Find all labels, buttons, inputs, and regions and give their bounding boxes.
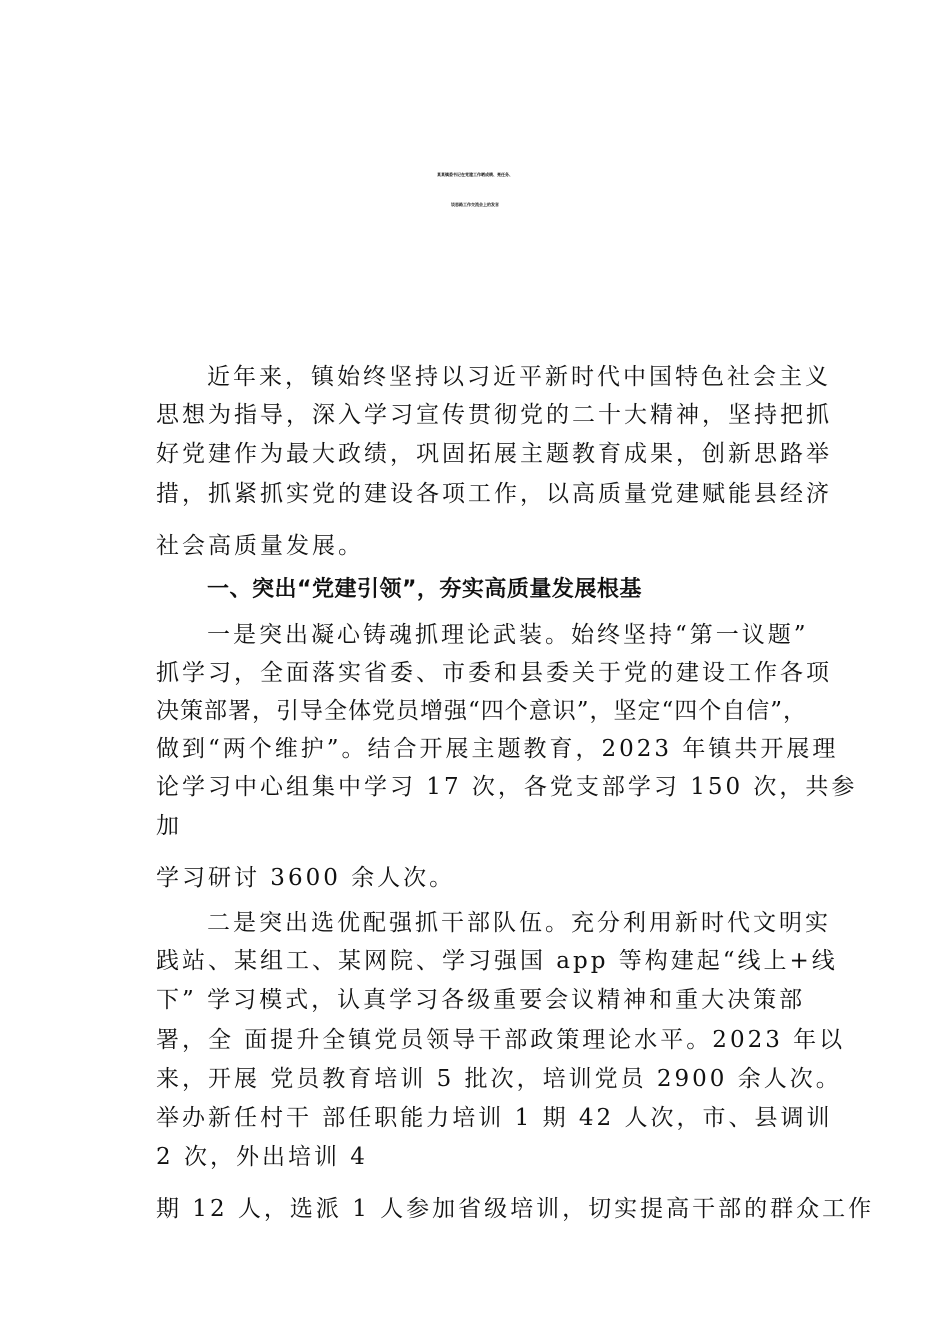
body-line: 好党建作为最大政绩，巩固拓展主题教育成果，创新思路举 xyxy=(156,441,832,467)
body-line: 社会高质量发展。 xyxy=(156,533,364,559)
body-line: 做到“两个维护”。结合开展主题教育，2023 年镇共开展理 xyxy=(156,736,839,762)
body-line: 一是突出凝心铸魂抓理论武装。始终坚持“第一议题” xyxy=(207,622,809,648)
body-line: 来，开展 党员教育培训 5 批次，培训党员 2900 余人次。 xyxy=(156,1066,842,1092)
body-line: 思想为指导，深入学习宣传贯彻党的二十大精神，坚持把抓 xyxy=(156,402,832,428)
body-line: 学习研讨 3600 余人次。 xyxy=(156,865,456,891)
body-line: 决策部署，引导全体党员增强“四个意识”，坚定“四个自信”， xyxy=(156,698,808,724)
body-line: 下” 学习模式，认真学习各级重要会议精神和重大决策部 xyxy=(156,987,806,1013)
section-heading: 一、突出“党建引领”，夯实高质量发展根基 xyxy=(207,577,642,602)
body-line: 2 次，外出培训 4 xyxy=(156,1144,368,1170)
body-line: 论学习中心组集中学习 17 次，各党支部学习 150 次，共参 xyxy=(156,774,858,800)
body-line: 署，全 面提升全镇党员领导干部政策理论水平。2023 年以 xyxy=(156,1027,846,1053)
body-line: 举办新任村干 部任职能力培训 1 期 42 人次，市、县调训 xyxy=(156,1105,833,1131)
document-title xyxy=(0,160,950,220)
body-line: 践站、某组工、某网院、学习强国 app 等构建起“线上+线 xyxy=(156,948,838,974)
body-line: 抓学习，全面落实省委、市委和县委关于党的建设工作各项 xyxy=(156,660,832,686)
title-line-2: 谈思路工作交流会上的发言 xyxy=(451,202,499,207)
body-line: 近年来，镇始终坚持以习近平新时代中国特色社会主义 xyxy=(207,364,831,390)
body-line: 措，抓紧抓实党的建设各项工作，以高质量党建赋能县经济 xyxy=(156,481,832,507)
body-line: 期 12 人，选派 1 人参加省级培训，切实提高干部的群众工作 xyxy=(156,1196,875,1222)
title-line-1: 某某镇委书记在党建工作晒成绩、亮任务、 xyxy=(437,172,513,177)
body-line: 加 xyxy=(156,813,182,839)
body-line: 二是突出选优配强抓干部队伍。充分利用新时代文明实 xyxy=(207,910,831,936)
